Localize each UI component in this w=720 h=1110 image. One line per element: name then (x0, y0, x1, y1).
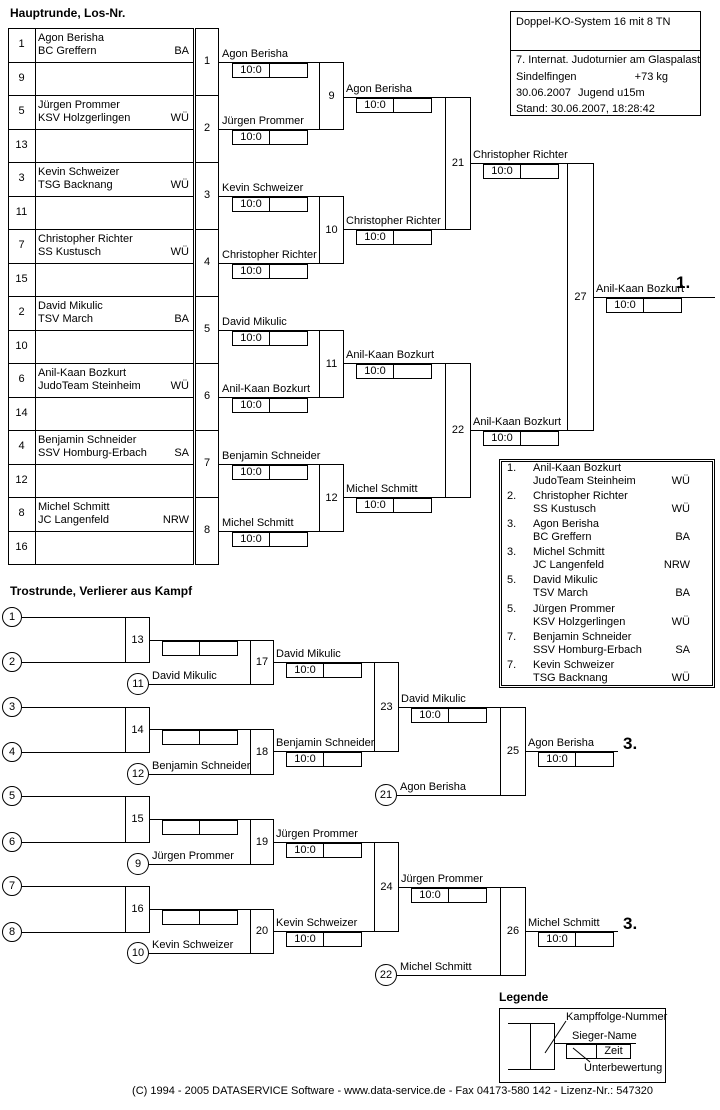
score-box (232, 331, 308, 346)
score-time-cell (270, 131, 307, 144)
drop-in-circle: 22 (375, 964, 397, 986)
match-number-box: 18 (250, 729, 274, 775)
competitor-region: WÜ (170, 112, 189, 124)
score-time-cell (576, 933, 613, 946)
result-club: SSV Homburg-Erbach (533, 644, 642, 656)
table-block-divider (8, 162, 194, 163)
weight-class: +73 kg (634, 71, 668, 83)
score-value: 10:0 (233, 131, 270, 144)
competitor-region: WÜ (170, 246, 189, 258)
result-club: JudoTeam Steinheim (533, 475, 636, 487)
match-number-box: 16 (125, 886, 150, 933)
result-name: Michel Schmitt (533, 546, 605, 558)
score-value: 10:0 (233, 332, 270, 345)
match-number-box: 20 (250, 909, 274, 954)
competitor-region: BA (174, 45, 189, 57)
tournament-date: 30.06.2007 (516, 87, 572, 99)
score-time-cell (521, 432, 558, 445)
lot-number: 1 (18, 38, 25, 50)
score-box (411, 708, 487, 723)
result-region: WÜ (671, 503, 690, 515)
score-time-cell (270, 332, 307, 345)
result-region: WÜ (671, 475, 690, 487)
result-region: NRW (663, 559, 690, 571)
table-row-divider (8, 62, 194, 63)
competitor-name: Jürgen Prommer (276, 828, 358, 840)
score-time-cell (200, 642, 237, 655)
score-time-cell (394, 365, 431, 378)
result-region: WÜ (671, 616, 690, 628)
lot-number: 4 (18, 440, 25, 452)
score-box (162, 910, 238, 925)
result-place: 3. (507, 546, 517, 558)
loser-feed-line (22, 796, 125, 797)
loser-slot-circle: 2 (2, 652, 22, 672)
score-box (232, 398, 308, 413)
result-region: WÜ (671, 672, 690, 684)
competitor-name: Kevin Schweizer (152, 939, 234, 951)
tournament-info-box (510, 11, 701, 116)
score-box (232, 465, 308, 480)
competitor-name: Anil-Kaan Bozkurt (222, 383, 311, 395)
score-value: 10:0 (607, 299, 644, 312)
competitor-club: KSV Holzgerlingen (38, 112, 131, 124)
match-number: 1 (203, 55, 211, 67)
competitor-name: Michel Schmitt (346, 483, 418, 495)
loser-feed-line (22, 707, 125, 708)
score-box (538, 932, 614, 947)
loser-slot-circle: 4 (2, 742, 22, 762)
result-place: 2. (507, 490, 517, 502)
competitor-name: Christopher Richter (38, 233, 133, 245)
score-time-cell (394, 231, 431, 244)
loser-feed-line (22, 752, 125, 753)
score-time-cell (449, 709, 486, 722)
score-box (286, 932, 362, 947)
drop-in-circle: 12 (127, 763, 149, 785)
lot-number: 12 (15, 474, 28, 486)
competitor-name: David Mikulic (152, 670, 217, 682)
match-number-box: 17 (250, 640, 274, 685)
score-time-cell (449, 889, 486, 902)
result-name: Agon Berisha (533, 518, 600, 530)
competitor-region: WÜ (170, 380, 189, 392)
score-time-cell (270, 399, 307, 412)
score-time-cell (576, 753, 613, 766)
result-region: SA (675, 644, 690, 656)
loser-feed-line (22, 617, 125, 618)
competitor-name: David Mikulic (222, 316, 287, 328)
score-value: 10:0 (287, 664, 324, 677)
competitor-club: TSV March (38, 313, 94, 325)
score-value: 10:0 (412, 889, 449, 902)
ko-system-label: Doppel-KO-System 16 mit 8 TN (516, 16, 671, 28)
competitor-club: SSV Homburg-Erbach (38, 447, 147, 459)
score-time-cell (324, 844, 361, 857)
score-box (606, 298, 682, 313)
result-place: 5. (507, 574, 517, 586)
score-box (232, 130, 308, 145)
score-box (286, 843, 362, 858)
competitor-name: Benjamin Schneider (222, 450, 321, 462)
lot-number: 10 (15, 340, 28, 352)
table-block-divider (195, 497, 219, 498)
table-row-divider (8, 397, 194, 398)
competitor-name: Jürgen Prommer (152, 850, 234, 862)
competitor-name: Jürgen Prommer (38, 99, 120, 111)
legend-stub-line (508, 1023, 530, 1024)
competitor-club: JC Langenfeld (38, 514, 109, 526)
tournament-location: Sindelfingen (516, 71, 577, 83)
score-box (232, 264, 308, 279)
legend-pointer-line (540, 1016, 570, 1056)
table-row-divider (8, 196, 194, 197)
loser-slot-circle: 7 (2, 876, 22, 896)
legend-stub-line (508, 1069, 530, 1070)
score-time-cell (200, 821, 237, 834)
loser-slot-circle: 1 (2, 607, 22, 627)
table-row-divider (8, 464, 194, 465)
drop-in-circle: 11 (127, 673, 149, 695)
lot-number: 3 (18, 172, 25, 184)
legend-label-subscore: Unterbewertung (584, 1062, 663, 1074)
result-club: TSG Backnang (533, 672, 608, 684)
match-number-box: 21 (445, 97, 471, 230)
score-value: 10:0 (412, 709, 449, 722)
score-value: 10:0 (539, 753, 576, 766)
drop-in-line (149, 864, 250, 865)
competitor-club: BC Greffern (38, 45, 97, 57)
competitor-name: David Mikulic (38, 300, 103, 312)
competitor-name: Kevin Schweizer (38, 166, 120, 178)
score-time-cell (270, 265, 307, 278)
match-number: 3 (203, 189, 211, 201)
bronze-rank: 3. (623, 914, 638, 933)
info-box-divider (511, 50, 700, 51)
score-box (232, 197, 308, 212)
drop-in-line (397, 975, 500, 976)
table-block-divider (195, 363, 219, 364)
table-block-divider (8, 95, 194, 96)
result-name: Jürgen Prommer (533, 603, 615, 615)
consolation-round-title: Trostrunde, Verlierer aus Kampf (10, 584, 193, 598)
score-value: 10:0 (357, 365, 394, 378)
match-number-box: 13 (125, 617, 150, 663)
lot-number: 13 (15, 139, 28, 151)
match-number-box: 11 (319, 330, 344, 398)
score-box (411, 888, 487, 903)
score-value: 10:0 (287, 933, 324, 946)
competitor-region: BA (174, 313, 189, 325)
score-time-cell (270, 198, 307, 211)
result-place: 5. (507, 603, 517, 615)
score-box (356, 230, 432, 245)
score-time-cell (394, 99, 431, 112)
match-number-box: 25 (500, 707, 526, 796)
legend-pointer-line (570, 1045, 594, 1065)
table-row-divider (8, 330, 194, 331)
competitor-name: Michel Schmitt (528, 917, 600, 929)
drop-in-circle: 10 (127, 942, 149, 964)
result-place: 7. (507, 659, 517, 671)
score-box (162, 820, 238, 835)
result-name: Kevin Schweizer (533, 659, 615, 671)
competitor-name: Christopher Richter (473, 149, 568, 161)
score-value: 10:0 (233, 533, 270, 546)
match-number-box: 15 (125, 796, 150, 843)
drop-in-line (149, 953, 250, 954)
score-time-cell (324, 753, 361, 766)
drop-in-line (397, 795, 500, 796)
score-time-cell (324, 664, 361, 677)
result-club: JC Langenfeld (533, 559, 604, 571)
result-place: 1. (507, 462, 517, 474)
loser-slot-circle: 3 (2, 697, 22, 717)
score-value: 10:0 (233, 265, 270, 278)
competitor-name: Benjamin Schneider (152, 760, 251, 772)
legend-title: Legende (499, 990, 549, 1004)
score-box (232, 532, 308, 547)
result-club: SS Kustusch (533, 503, 596, 515)
result-club: TSV March (533, 587, 589, 599)
match-number-box: 22 (445, 363, 471, 498)
loser-feed-line (22, 842, 125, 843)
table-block-divider (195, 296, 219, 297)
score-value: 10:0 (287, 844, 324, 857)
competitor-name: David Mikulic (401, 693, 466, 705)
legend-label-match-number: Kampffolge-Nummer (566, 1011, 668, 1023)
lot-number: 2 (18, 306, 25, 318)
drop-in-circle: 9 (127, 853, 149, 875)
table-block-divider (8, 229, 194, 230)
score-box (483, 431, 559, 446)
lot-number: 8 (18, 507, 25, 519)
score-box (232, 63, 308, 78)
drop-in-line (149, 684, 250, 685)
result-region: BA (675, 531, 690, 543)
result-club: KSV Holzgerlingen (533, 616, 626, 628)
competitor-name: Anil-Kaan Bozkurt (38, 367, 127, 379)
result-name: David Mikulic (533, 574, 598, 586)
match-number-box: 27 (567, 163, 594, 431)
score-time-cell (644, 299, 681, 312)
competitor-club: TSG Backnang (38, 179, 113, 191)
score-value: 10:0 (539, 933, 576, 946)
lot-number: 6 (18, 373, 25, 385)
match-number-box: 12 (319, 464, 344, 532)
match-number-box: 10 (319, 196, 344, 264)
score-value: 10:0 (233, 198, 270, 211)
loser-slot-circle: 5 (2, 786, 22, 806)
competitor-name: Benjamin Schneider (38, 434, 137, 446)
competitor-name: Michel Schmitt (400, 961, 472, 973)
result-name: Christopher Richter (533, 490, 628, 502)
loser-feed-line (22, 662, 125, 663)
competitor-name: Jürgen Prommer (401, 873, 483, 885)
competitor-name: Agon Berisha (346, 83, 413, 95)
competitor-name: Michel Schmitt (38, 501, 110, 513)
lot-number: 16 (15, 541, 28, 553)
score-time-cell (200, 911, 237, 924)
lot-number: 7 (18, 239, 25, 251)
competitor-name: Agon Berisha (528, 737, 595, 749)
lot-number: 5 (18, 105, 25, 117)
match-number-box: 19 (250, 819, 274, 865)
table-row-divider (8, 129, 194, 130)
competitor-club: SS Kustusch (38, 246, 101, 258)
score-box (356, 364, 432, 379)
score-time-cell: Zeit (604, 1045, 623, 1057)
loser-slot-circle: 8 (2, 922, 22, 942)
score-value: 10:0 (357, 499, 394, 512)
score-time-cell (270, 533, 307, 546)
score-value: 10:0 (357, 231, 394, 244)
score-box (162, 730, 238, 745)
age-group: Jugend u15m (578, 87, 645, 99)
competitor-name: Christopher Richter (222, 249, 317, 261)
table-block-divider (8, 430, 194, 431)
match-number: 6 (203, 390, 211, 402)
score-box (286, 663, 362, 678)
competitor-region: SA (174, 447, 189, 459)
competitor-name: Jürgen Prommer (222, 115, 304, 127)
match-number: 7 (203, 457, 211, 469)
match-number-box: 23 (374, 662, 399, 752)
drop-in-circle: 21 (375, 784, 397, 806)
score-box (356, 98, 432, 113)
table-block-divider (195, 95, 219, 96)
match-number: 4 (203, 256, 211, 268)
score-value (163, 821, 200, 834)
score-box (483, 164, 559, 179)
score-value: 10:0 (233, 466, 270, 479)
competitor-name: Agon Berisha (38, 32, 105, 44)
bronze-rank: 3. (623, 734, 638, 753)
competitor-name: Agon Berisha (400, 781, 467, 793)
competitor-name: Benjamin Schneider (276, 737, 375, 749)
result-club: BC Greffern (533, 531, 592, 543)
result-region: BA (675, 587, 690, 599)
match-number-box: 9 (319, 62, 344, 130)
table-row-divider (8, 531, 194, 532)
score-time-cell (521, 165, 558, 178)
match-number: 5 (203, 323, 211, 335)
score-time-cell (200, 731, 237, 744)
result-place: 7. (507, 631, 517, 643)
competitor-name: Anil-Kaan Bozkurt (346, 349, 435, 361)
legend-label-winner-name: Sieger-Name (572, 1030, 637, 1042)
match-number: 2 (203, 122, 211, 134)
champion-rank: 1. (676, 273, 691, 292)
lot-number: 11 (15, 206, 28, 218)
score-value: 10:0 (287, 753, 324, 766)
score-value: 10:0 (233, 399, 270, 412)
match-number-box: 14 (125, 707, 150, 753)
score-value (163, 642, 200, 655)
match-number-box: 24 (374, 842, 399, 932)
result-name: Anil-Kaan Bozkurt (533, 462, 622, 474)
competitor-name: Anil-Kaan Bozkurt (596, 283, 685, 295)
table-block-divider (195, 162, 219, 163)
score-time-cell (270, 64, 307, 77)
table-block-divider (8, 363, 194, 364)
score-value: 10:0 (484, 165, 521, 178)
lot-number: 14 (15, 407, 28, 419)
table-block-divider (8, 296, 194, 297)
competitor-name: Kevin Schweizer (222, 182, 304, 194)
score-value: 10:0 (233, 64, 270, 77)
table-row-divider (8, 263, 194, 264)
loser-feed-line (22, 886, 125, 887)
competitor-name: Christopher Richter (346, 215, 441, 227)
score-value (163, 731, 200, 744)
score-value (163, 911, 200, 924)
copyright-footer: (C) 1994 - 2005 DATASERVICE Software - www.data-service.de - Fax 04173-580 142 - Lizenz-Nr.: 547320 (132, 1085, 653, 1097)
score-value: 10:0 (357, 99, 394, 112)
table-block-divider (195, 430, 219, 431)
match-number: 8 (203, 524, 211, 536)
match-number-box: 26 (500, 887, 526, 976)
competitor-region: WÜ (170, 179, 189, 191)
competitor-name: Agon Berisha (222, 48, 289, 60)
score-box (286, 752, 362, 767)
loser-slot-circle: 6 (2, 832, 22, 852)
main-round-title: Hauptrunde, Los-Nr. (10, 6, 126, 20)
lot-number: 9 (18, 72, 25, 84)
result-place: 3. (507, 518, 517, 530)
result-name: Benjamin Schneider (533, 631, 632, 643)
score-value: 10:0 (484, 432, 521, 445)
competitor-region: NRW (162, 514, 189, 526)
stand-timestamp: Stand: 30.06.2007, 18:28:42 (516, 103, 655, 115)
score-time-cell (394, 499, 431, 512)
loser-feed-line (22, 932, 125, 933)
score-box (356, 498, 432, 513)
competitor-club: JudoTeam Steinheim (38, 380, 141, 392)
score-box (162, 641, 238, 656)
score-box (538, 752, 614, 767)
drop-in-line (149, 774, 250, 775)
competitor-name: Michel Schmitt (222, 517, 294, 529)
tournament-name: 7. Internat. Judoturnier am Glaspalast (516, 54, 701, 66)
competitor-name: David Mikulic (276, 648, 341, 660)
score-time-cell (270, 466, 307, 479)
lot-number: 15 (15, 273, 28, 285)
score-time-cell (324, 933, 361, 946)
table-block-divider (195, 229, 219, 230)
competitor-name: Kevin Schweizer (276, 917, 358, 929)
competitor-name: Anil-Kaan Bozkurt (473, 416, 562, 428)
table-block-divider (8, 497, 194, 498)
